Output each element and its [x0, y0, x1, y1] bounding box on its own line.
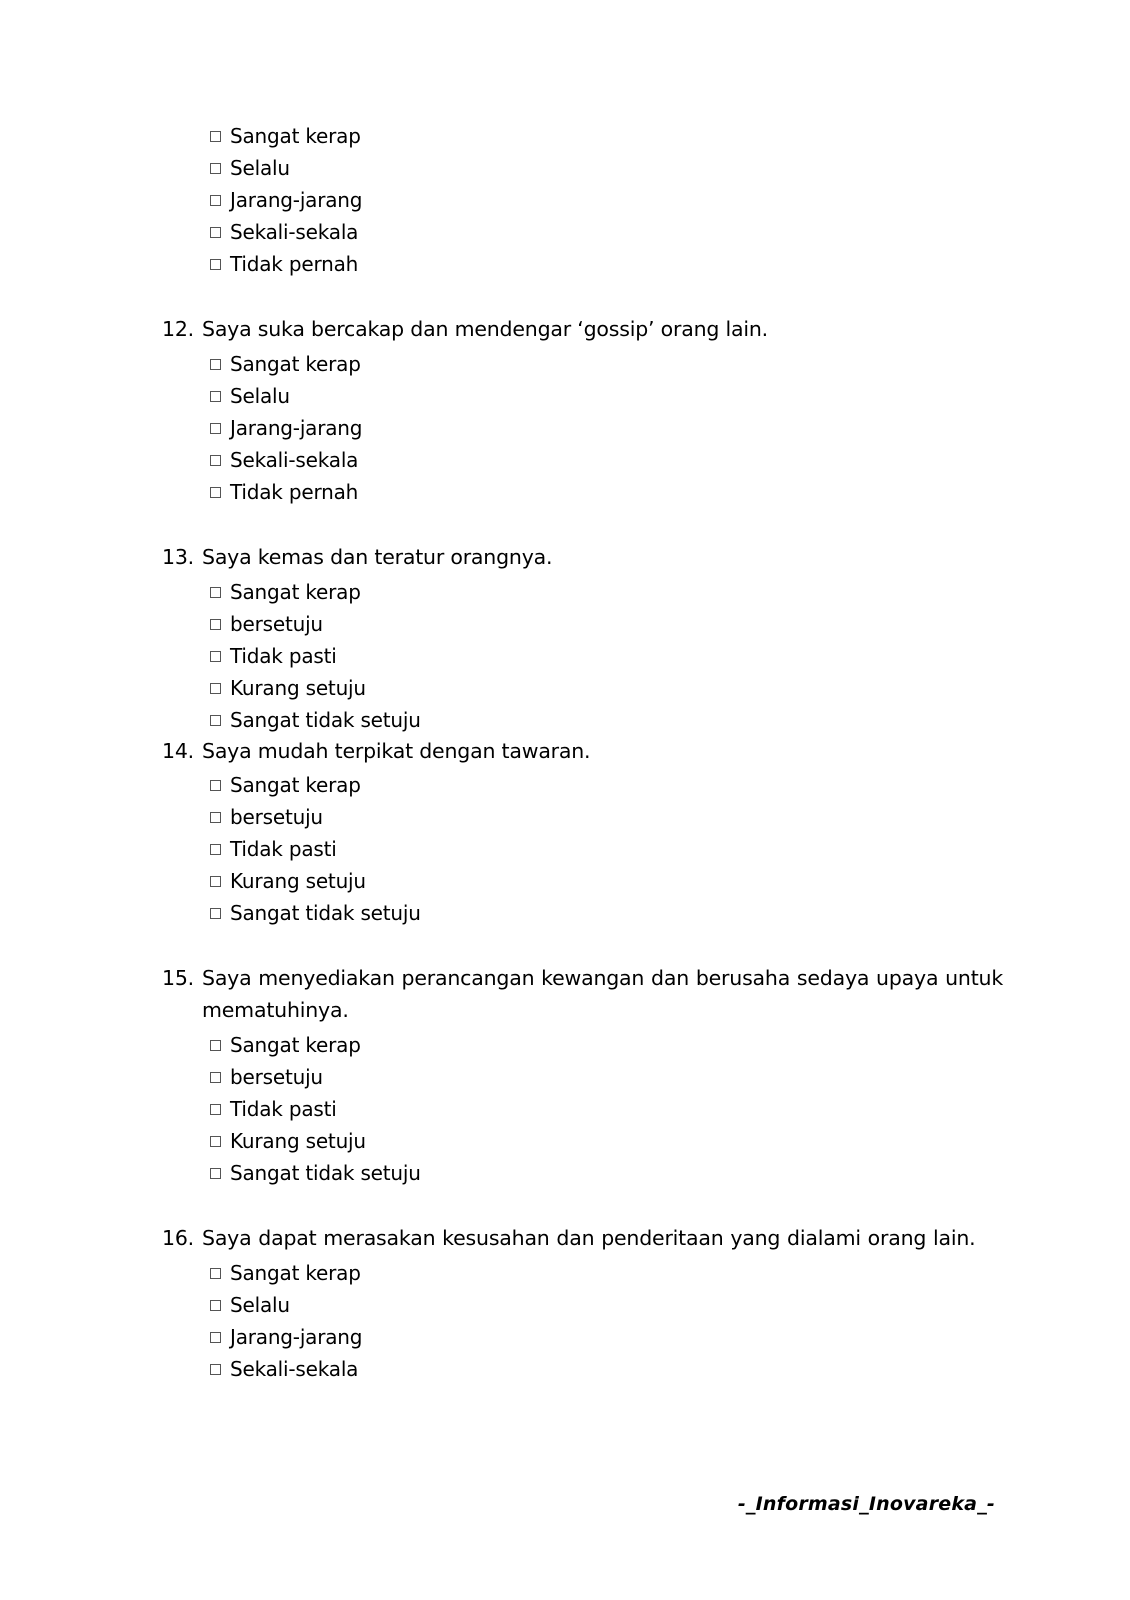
option-label: Sekali-sekala — [230, 220, 359, 244]
question-number: 15. — [161, 966, 194, 991]
option-list — [160, 576, 1010, 736]
square-checkbox-icon[interactable] — [210, 908, 221, 919]
list-item[interactable] — [210, 120, 1010, 152]
square-checkbox-icon[interactable] — [210, 1300, 221, 1311]
option-label: bersetuju — [230, 805, 323, 830]
square-checkbox-icon[interactable] — [210, 227, 221, 238]
option-label: Tidak pasti — [230, 643, 337, 668]
list-item[interactable] — [210, 608, 1010, 640]
square-checkbox-icon[interactable] — [210, 1072, 221, 1083]
option-list — [160, 769, 1010, 929]
square-checkbox-icon[interactable] — [210, 844, 221, 855]
square-checkbox-icon[interactable] — [210, 131, 221, 142]
question-number: 16. — [161, 1225, 194, 1250]
list-item[interactable] — [210, 833, 1010, 865]
list-item[interactable] — [210, 216, 1010, 248]
square-checkbox-icon[interactable] — [210, 1168, 221, 1179]
question-line — [160, 963, 1010, 1027]
page-footer: -_Informasi_Inovareka_- — [737, 1493, 995, 1515]
list-item[interactable] — [210, 576, 1010, 608]
option-label: Sangat kerap — [230, 1032, 361, 1057]
option-label: Tidak pasti — [230, 837, 337, 862]
option-list-continued — [160, 120, 1010, 280]
question-text: Saya suka bercakap dan mendengar ‘gossip’ orang lain. — [202, 317, 768, 341]
square-checkbox-icon[interactable] — [210, 587, 221, 598]
square-checkbox-icon[interactable] — [210, 812, 221, 823]
spacer — [160, 280, 1010, 314]
spacer — [160, 508, 1010, 542]
option-label: Tidak pernah — [230, 252, 359, 276]
list-item[interactable] — [210, 184, 1010, 216]
square-checkbox-icon[interactable] — [210, 1104, 221, 1115]
square-checkbox-icon[interactable] — [210, 359, 221, 370]
option-label: Sangat kerap — [230, 1260, 361, 1285]
question-block-15 — [160, 963, 1010, 1189]
list-item[interactable] — [210, 865, 1010, 897]
square-checkbox-icon[interactable] — [210, 1040, 221, 1051]
question-block-16 — [160, 1223, 1010, 1385]
option-label: Sangat kerap — [230, 351, 361, 376]
question-block-14 — [160, 736, 1010, 930]
option-label: Selalu — [230, 383, 290, 408]
option-label: Sangat kerap — [230, 579, 361, 604]
question-line — [160, 736, 1010, 768]
square-checkbox-icon[interactable] — [210, 1364, 221, 1375]
option-list — [160, 1257, 1010, 1385]
question-number: 13. — [161, 544, 194, 569]
option-label: Kurang setuju — [230, 869, 366, 894]
list-item[interactable] — [210, 672, 1010, 704]
list-item[interactable] — [210, 1257, 1010, 1289]
option-label: Sekali-sekala — [230, 447, 359, 472]
option-label: bersetuju — [230, 1064, 323, 1089]
option-label: Selalu — [230, 156, 290, 180]
list-item[interactable] — [210, 444, 1010, 476]
question-line — [160, 314, 1010, 346]
square-checkbox-icon[interactable] — [210, 1136, 221, 1147]
question-text: Saya mudah terpikat dengan tawaran. — [202, 738, 591, 763]
list-item[interactable] — [210, 801, 1010, 833]
square-checkbox-icon[interactable] — [210, 780, 221, 791]
question-line — [160, 1223, 1010, 1255]
square-checkbox-icon[interactable] — [210, 1332, 221, 1343]
list-item[interactable] — [210, 380, 1010, 412]
option-label: Jarang-jarang — [230, 188, 363, 212]
list-item[interactable] — [210, 1125, 1010, 1157]
list-item[interactable] — [210, 640, 1010, 672]
square-checkbox-icon[interactable] — [210, 683, 221, 694]
option-label: Sekali-sekala — [230, 1356, 359, 1381]
question-line — [160, 542, 1010, 574]
list-item[interactable] — [210, 1061, 1010, 1093]
list-item[interactable] — [210, 1093, 1010, 1125]
option-label: Sangat kerap — [230, 773, 361, 798]
square-checkbox-icon[interactable] — [210, 391, 221, 402]
square-checkbox-icon[interactable] — [210, 1268, 221, 1279]
question-text: Saya menyediakan perancangan kewangan dan berusaha sedaya upaya untuk mematuhinya. — [202, 966, 1004, 1023]
option-label: Jarang-jarang — [230, 1324, 363, 1349]
option-label: Selalu — [230, 1292, 290, 1317]
square-checkbox-icon[interactable] — [210, 195, 221, 206]
option-label: Kurang setuju — [230, 675, 366, 700]
question-text: Saya kemas dan teratur orangnya. — [202, 544, 553, 569]
list-item[interactable] — [210, 348, 1010, 380]
question-number: 14. — [161, 738, 194, 763]
list-item[interactable] — [210, 704, 1010, 736]
question-number: 12. — [161, 317, 194, 341]
option-label: Tidak pernah — [230, 479, 359, 504]
list-item[interactable] — [210, 769, 1010, 801]
list-item[interactable] — [210, 1029, 1010, 1061]
option-label: Sangat tidak setuju — [230, 1160, 421, 1185]
list-item[interactable] — [210, 248, 1010, 280]
question-block-12 — [160, 314, 1010, 508]
square-checkbox-icon[interactable] — [210, 163, 221, 174]
option-list — [160, 348, 1010, 508]
spacer — [160, 929, 1010, 963]
option-label: Sangat tidak setuju — [230, 707, 421, 732]
option-label: Tidak pasti — [230, 1096, 337, 1121]
option-label: Kurang setuju — [230, 1128, 366, 1153]
square-checkbox-icon[interactable] — [210, 259, 221, 270]
square-checkbox-icon[interactable] — [210, 619, 221, 630]
square-checkbox-icon[interactable] — [210, 455, 221, 466]
square-checkbox-icon[interactable] — [210, 487, 221, 498]
option-label: bersetuju — [230, 611, 323, 636]
question-block-13 — [160, 542, 1010, 736]
option-label: Sangat kerap — [230, 124, 361, 148]
square-checkbox-icon[interactable] — [210, 651, 221, 662]
list-item[interactable] — [210, 1353, 1010, 1385]
question-text: Saya dapat merasakan kesusahan dan penderitaan yang dialami orang lain. — [202, 1225, 976, 1250]
list-item[interactable] — [210, 1289, 1010, 1321]
option-label: Jarang-jarang — [230, 415, 363, 440]
list-item[interactable] — [210, 152, 1010, 184]
square-checkbox-icon[interactable] — [210, 715, 221, 726]
option-label: Sangat tidak setuju — [230, 901, 421, 926]
option-list — [160, 1029, 1010, 1189]
square-checkbox-icon[interactable] — [210, 423, 221, 434]
spacer — [160, 1189, 1010, 1223]
list-item[interactable] — [210, 412, 1010, 444]
list-item[interactable] — [210, 476, 1010, 508]
list-item[interactable] — [210, 1321, 1010, 1353]
square-checkbox-icon[interactable] — [210, 876, 221, 887]
list-item[interactable] — [210, 897, 1010, 929]
list-item[interactable] — [210, 1157, 1010, 1189]
